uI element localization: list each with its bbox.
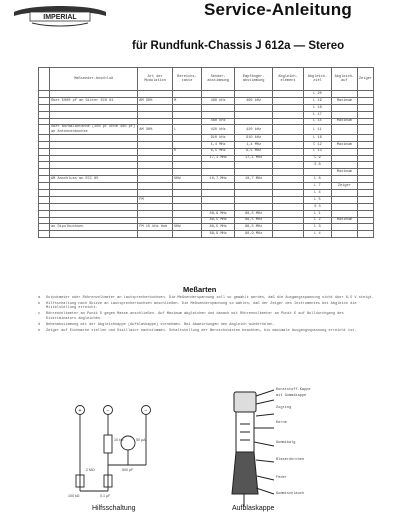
table-cell: L 4 bbox=[304, 231, 332, 238]
note-c: c Röhrenvoltmeter an Punkt D gegen Masse anschließen. Auf Maximum abgleichen und danach mit Röhrenvoltmeter an Punkt E auf Nulldurchgang des Diskriminators abgleichen. bbox=[38, 312, 344, 321]
table-cell bbox=[357, 118, 373, 125]
table-cell bbox=[235, 118, 272, 125]
table-cell: 420 kHz bbox=[235, 125, 272, 134]
table-cell: L bbox=[173, 125, 202, 134]
table-cell: Maximum bbox=[331, 141, 357, 148]
table-cell bbox=[138, 217, 173, 224]
table-cell bbox=[173, 217, 202, 224]
table-cell bbox=[50, 231, 138, 238]
table-cell bbox=[357, 104, 373, 111]
table-cell bbox=[331, 162, 357, 169]
table-cell: Maximum bbox=[331, 169, 357, 176]
table-cell: 6,5 MHz bbox=[235, 148, 272, 155]
column-header: Art der Modulation bbox=[138, 68, 173, 91]
table-row bbox=[39, 104, 374, 111]
table-cell bbox=[201, 162, 235, 169]
column-header: Zeiger bbox=[357, 68, 373, 91]
table-row bbox=[39, 91, 374, 98]
table-cell bbox=[331, 196, 357, 203]
table-cell: L 4 bbox=[304, 189, 332, 196]
table-cell bbox=[235, 183, 272, 190]
table-cell bbox=[138, 162, 173, 169]
table-cell bbox=[50, 111, 138, 118]
table-cell bbox=[201, 111, 235, 118]
table-cell bbox=[173, 203, 202, 210]
auxiliary-circuit-diagram bbox=[66, 405, 166, 505]
table-row bbox=[39, 210, 374, 217]
row-marker bbox=[39, 162, 50, 169]
table-cell bbox=[357, 91, 373, 98]
row-marker bbox=[39, 125, 50, 134]
table-cell bbox=[331, 203, 357, 210]
table-row bbox=[39, 111, 374, 118]
table-cell: 6,5 MHz bbox=[201, 148, 235, 155]
table-cell bbox=[235, 111, 272, 118]
table-cell: 910 kHz bbox=[235, 134, 272, 141]
table-row bbox=[39, 231, 374, 238]
table-cell bbox=[272, 97, 303, 104]
table-cell bbox=[272, 183, 303, 190]
table-cell bbox=[272, 189, 303, 196]
table-cell bbox=[173, 104, 202, 111]
table-row bbox=[39, 189, 374, 196]
table-row bbox=[39, 141, 374, 148]
note-a: a Outputmeter oder Röhrenvoltmeter an Lautsprecherbuchsen. Die Meßsenderspannung soll so gewählt werden, daß die Ausgangsspannung nicht über 0,5 V steigt. bbox=[38, 296, 374, 300]
table-cell bbox=[331, 210, 357, 217]
column-header: Sender-abstimmung bbox=[201, 68, 235, 91]
table-cell bbox=[201, 169, 235, 176]
table-cell: 88,5 MHz bbox=[235, 217, 272, 224]
table-cell: M bbox=[173, 97, 202, 104]
table-cell bbox=[138, 91, 173, 98]
table-cell: Über 5000 pF an Gitter ECH 81 bbox=[50, 97, 138, 104]
table-cell: 420 kHz bbox=[201, 125, 235, 134]
table-cell bbox=[138, 148, 173, 155]
table-cell: L 5 bbox=[304, 196, 332, 203]
table-cell bbox=[272, 203, 303, 210]
table-cell: L 8 bbox=[304, 176, 332, 183]
table-cell bbox=[50, 118, 138, 125]
table-cell: FM bbox=[138, 196, 173, 203]
table-cell: L 18 bbox=[304, 104, 332, 111]
column-header: Bereichs-taste bbox=[173, 68, 202, 91]
table-cell bbox=[331, 104, 357, 111]
table-cell bbox=[201, 196, 235, 203]
table-cell bbox=[272, 217, 303, 224]
table-cell bbox=[357, 189, 373, 196]
table-cell bbox=[331, 134, 357, 141]
row-marker bbox=[39, 155, 50, 162]
table-cell bbox=[138, 104, 173, 111]
table-cell bbox=[138, 141, 173, 148]
table-cell: S 3 bbox=[304, 203, 332, 210]
table-cell bbox=[50, 217, 138, 224]
table-cell bbox=[138, 134, 173, 141]
table-cell bbox=[235, 91, 272, 98]
row-marker bbox=[39, 169, 50, 176]
table-body bbox=[39, 91, 374, 238]
table-cell bbox=[357, 183, 373, 190]
measurements-heading: Meßarten bbox=[183, 285, 217, 294]
table-cell: 17,1 MHz bbox=[235, 155, 272, 162]
table-row bbox=[39, 148, 374, 155]
table-row bbox=[39, 203, 374, 210]
table-cell bbox=[201, 104, 235, 111]
table-cell bbox=[357, 162, 373, 169]
svg-text:−: − bbox=[106, 408, 110, 414]
table-cell bbox=[272, 210, 303, 217]
table-cell bbox=[272, 134, 303, 141]
table-cell bbox=[331, 111, 357, 118]
table-cell bbox=[50, 183, 138, 190]
table-cell bbox=[173, 91, 202, 98]
table-cell bbox=[235, 196, 272, 203]
table-cell bbox=[272, 104, 303, 111]
table-cell: 460 kHz bbox=[235, 97, 272, 104]
table-cell: 460 kHz bbox=[201, 118, 235, 125]
table-cell bbox=[173, 111, 202, 118]
table-cell: 910 kHz bbox=[201, 134, 235, 141]
table-cell bbox=[272, 91, 303, 98]
svg-text:50 µA: 50 µA bbox=[136, 438, 146, 442]
table-cell: 88,9 MHz bbox=[201, 210, 235, 217]
table-cell: 88,9 MHz bbox=[235, 231, 272, 238]
table-cell: Maximum bbox=[331, 97, 357, 104]
table-cell bbox=[304, 169, 332, 176]
alignment-table bbox=[38, 67, 374, 238]
table-cell bbox=[272, 155, 303, 162]
table-row bbox=[39, 196, 374, 203]
row-marker bbox=[39, 196, 50, 203]
column-header: Meßsender-Anschluß bbox=[50, 68, 138, 91]
table-cell bbox=[235, 162, 272, 169]
table-cell bbox=[272, 169, 303, 176]
table-cell bbox=[50, 203, 138, 210]
table-cell bbox=[272, 141, 303, 148]
table-row bbox=[39, 118, 374, 125]
table-cell bbox=[173, 183, 202, 190]
table-cell bbox=[272, 162, 303, 169]
table-cell bbox=[272, 148, 303, 155]
row-marker bbox=[39, 97, 50, 104]
table-cell: L 20 bbox=[304, 91, 332, 98]
table-cell bbox=[235, 169, 272, 176]
table-cell bbox=[138, 231, 173, 238]
table-cell bbox=[138, 111, 173, 118]
table-cell: 10,7 MHz bbox=[201, 176, 235, 183]
table-cell bbox=[173, 162, 202, 169]
table-cell bbox=[173, 169, 202, 176]
table-cell: UKW bbox=[173, 224, 202, 231]
table-cell: L 1 bbox=[304, 210, 332, 217]
table-header-row bbox=[39, 68, 374, 91]
svg-text:+: + bbox=[78, 408, 82, 414]
table-cell: L 3 bbox=[304, 224, 332, 231]
row-marker bbox=[39, 231, 50, 238]
row-marker bbox=[39, 148, 50, 155]
row-marker bbox=[39, 224, 50, 231]
table-cell: Über Normalantenne (200 pF ohne 400 pF) an Antennenbuchse bbox=[50, 125, 138, 134]
table-cell bbox=[201, 203, 235, 210]
table-cell bbox=[50, 155, 138, 162]
table-cell bbox=[138, 169, 173, 176]
table-cell: C 12 bbox=[304, 141, 332, 148]
row-marker bbox=[39, 189, 50, 196]
table-cell bbox=[331, 176, 357, 183]
table-cell: 10,7 MHz bbox=[235, 176, 272, 183]
table-cell: L 13 bbox=[304, 148, 332, 155]
table-cell bbox=[357, 176, 373, 183]
measurement-notes bbox=[38, 296, 374, 335]
logo-text: IMPERIAL bbox=[43, 14, 77, 22]
table-cell: 460 kHz bbox=[201, 97, 235, 104]
table-cell: UKW bbox=[173, 176, 202, 183]
table-row bbox=[39, 176, 374, 183]
table-cell bbox=[331, 231, 357, 238]
table-cell bbox=[173, 189, 202, 196]
table-cell bbox=[331, 91, 357, 98]
svg-text:−: − bbox=[144, 408, 148, 414]
table-cell: AM 30% bbox=[138, 97, 173, 104]
table-cell: FM 15 kHz Hub bbox=[138, 224, 173, 231]
table-cell: AM Anschluss an ECC 85 bbox=[50, 176, 138, 183]
table-row bbox=[39, 97, 374, 104]
table-cell: L 17 bbox=[304, 111, 332, 118]
table-cell: 17,1 MHz bbox=[201, 155, 235, 162]
table-cell: Maximum bbox=[331, 217, 357, 224]
table-cell: 88,5 MHz bbox=[235, 224, 272, 231]
row-marker bbox=[39, 210, 50, 217]
table-cell bbox=[331, 224, 357, 231]
table-cell bbox=[50, 141, 138, 148]
row-marker bbox=[39, 111, 50, 118]
inflation-cap-diagram bbox=[210, 384, 350, 508]
table-cell bbox=[357, 231, 373, 238]
table-cell: Zeiger bbox=[331, 183, 357, 190]
table-cell bbox=[50, 210, 138, 217]
table-cell bbox=[357, 148, 373, 155]
table-cell bbox=[173, 118, 202, 125]
table-cell: 88,5 MHz bbox=[201, 224, 235, 231]
column-header: Empfänger-abstimmung bbox=[235, 68, 272, 91]
table-cell bbox=[138, 189, 173, 196]
table-cell bbox=[357, 217, 373, 224]
svg-text:10 kΩ: 10 kΩ bbox=[114, 438, 124, 442]
table-cell bbox=[235, 104, 272, 111]
table-row bbox=[39, 224, 374, 231]
table-cell: L 16 bbox=[304, 134, 332, 141]
note-b: b Hilfsschaltung nach Skizze an Lautsprecherbuchsen anschließen. Die Meßsenderspannung so wählen, daß der Zeiger des Instrumentes bei Abgleich die Mittelstellung erreicht. bbox=[38, 302, 357, 311]
table-cell bbox=[50, 196, 138, 203]
table-cell bbox=[331, 148, 357, 155]
table-cell bbox=[331, 155, 357, 162]
table-cell: L 15 bbox=[304, 118, 332, 125]
table-cell bbox=[357, 169, 373, 176]
column-header: Abgleich-ziel bbox=[304, 68, 332, 91]
table-row bbox=[39, 125, 374, 134]
row-marker bbox=[39, 134, 50, 141]
table-cell: S 8 bbox=[304, 162, 332, 169]
svg-text:2 MΩ: 2 MΩ bbox=[86, 468, 95, 472]
table-cell bbox=[173, 134, 202, 141]
note-e: e Zeiger auf Eichmarke stellen und Oszillator nachstimmen. Schaltstellung der Bereichstasten beachten, bis maximale Ausgangsspannung erreicht ist. bbox=[38, 328, 357, 333]
table-cell bbox=[173, 210, 202, 217]
caption-auxiliary-circuit: Hilfsschaltung bbox=[92, 505, 136, 512]
table-cell bbox=[173, 141, 202, 148]
table-cell bbox=[50, 189, 138, 196]
table-row bbox=[39, 169, 374, 176]
table-cell bbox=[357, 196, 373, 203]
table-cell bbox=[50, 162, 138, 169]
table-cell bbox=[138, 183, 173, 190]
table-row bbox=[39, 162, 374, 169]
row-marker bbox=[39, 118, 50, 125]
table-cell: L 7 bbox=[304, 183, 332, 190]
table-cell bbox=[272, 196, 303, 203]
table-cell bbox=[201, 183, 235, 190]
page-title: Service-Anleitung bbox=[204, 0, 352, 19]
row-marker bbox=[39, 176, 50, 183]
table-cell bbox=[138, 118, 173, 125]
table-cell: Maximum bbox=[331, 118, 357, 125]
table-cell: L 11 bbox=[304, 125, 332, 134]
table-cell bbox=[173, 196, 202, 203]
table-row bbox=[39, 155, 374, 162]
table-cell bbox=[272, 125, 303, 134]
table-cell bbox=[357, 134, 373, 141]
row-marker bbox=[39, 104, 50, 111]
table-cell bbox=[173, 231, 202, 238]
table-cell bbox=[50, 104, 138, 111]
row-marker bbox=[39, 183, 50, 190]
row-marker bbox=[39, 203, 50, 210]
table-cell bbox=[138, 210, 173, 217]
table-row bbox=[39, 183, 374, 190]
column-header: Abgleich-element bbox=[272, 68, 303, 91]
table-cell bbox=[357, 210, 373, 217]
row-marker bbox=[39, 217, 50, 224]
page-subtitle: für Rundfunk-Chassis J 612a — Stereo bbox=[132, 40, 345, 52]
table-cell bbox=[50, 134, 138, 141]
table-cell bbox=[357, 155, 373, 162]
table-cell bbox=[331, 189, 357, 196]
table-cell bbox=[201, 91, 235, 98]
row-marker bbox=[39, 141, 50, 148]
table-cell: 88,9 MHz bbox=[201, 231, 235, 238]
table-row bbox=[39, 134, 374, 141]
table-cell bbox=[272, 111, 303, 118]
table-cell bbox=[272, 224, 303, 231]
table-cell bbox=[331, 125, 357, 134]
imperial-logo bbox=[12, 2, 108, 28]
table-cell bbox=[173, 155, 202, 162]
svg-text:0,1 µF: 0,1 µF bbox=[100, 494, 111, 498]
table-cell bbox=[357, 141, 373, 148]
table-cell bbox=[50, 91, 138, 98]
table-cell bbox=[201, 189, 235, 196]
table-cell: AM 30% bbox=[138, 125, 173, 134]
table-cell: L 2 bbox=[304, 217, 332, 224]
table-cell: 1,4 MHz bbox=[201, 141, 235, 148]
table-cell bbox=[138, 155, 173, 162]
table-cell bbox=[235, 203, 272, 210]
svg-text:100 kΩ: 100 kΩ bbox=[68, 494, 80, 498]
table-cell bbox=[357, 125, 373, 134]
table-cell bbox=[272, 118, 303, 125]
table-cell bbox=[357, 111, 373, 118]
table-cell bbox=[138, 203, 173, 210]
table-cell bbox=[357, 224, 373, 231]
caption-inflation-cap: Aufblaskappe bbox=[232, 505, 275, 512]
table-cell bbox=[50, 148, 138, 155]
table-cell bbox=[50, 169, 138, 176]
row-marker bbox=[39, 91, 50, 98]
svg-text:500 pF: 500 pF bbox=[122, 468, 134, 472]
table-cell: K bbox=[173, 148, 202, 155]
table-cell: 88,5 MHz bbox=[201, 217, 235, 224]
table-cell bbox=[357, 97, 373, 104]
table-row bbox=[39, 217, 374, 224]
column-header: Abgleich-auf bbox=[331, 68, 357, 91]
table-cell bbox=[138, 176, 173, 183]
table-cell bbox=[357, 203, 373, 210]
table-cell bbox=[272, 176, 303, 183]
table-cell bbox=[272, 231, 303, 238]
table-cell: 1,4 MHz bbox=[235, 141, 272, 148]
table-cell: L 19 bbox=[304, 97, 332, 104]
table-cell: C 9 bbox=[304, 155, 332, 162]
table-cell: an Dipolbuchsen bbox=[50, 224, 138, 231]
table-cell bbox=[235, 189, 272, 196]
note-d: d Nebenabstimmung mit der Abgleichkappe (Aufblaskappe) vornehmen. Bei Abweichungen den Abgleich wiederholen. bbox=[38, 322, 275, 327]
table-cell: 88,5 MHz bbox=[235, 210, 272, 217]
